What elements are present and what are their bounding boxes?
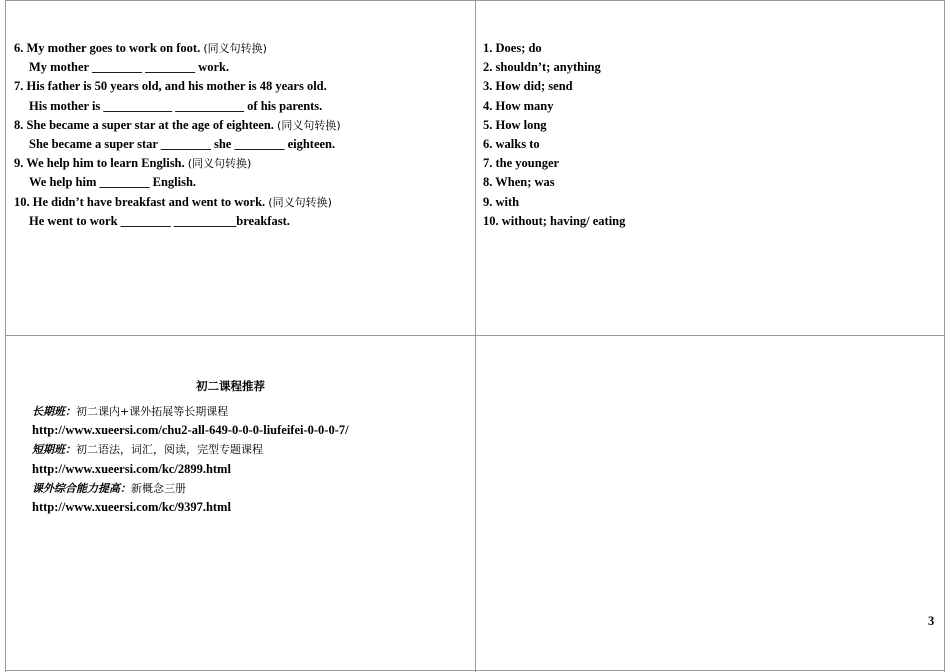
top-border bbox=[5, 0, 945, 1]
center-divider bbox=[475, 0, 476, 672]
exercise-10-answer-line: He went to work ________ __________breakfast. bbox=[29, 213, 290, 228]
item-description: 初二课内+课外拓展等长期课程 bbox=[76, 405, 229, 418]
item-description: 新概念三册 bbox=[131, 481, 186, 495]
exercise-7-question bbox=[14, 77, 341, 96]
right-border bbox=[944, 0, 945, 672]
exercise-9-question bbox=[14, 154, 341, 173]
page-number: 3 bbox=[928, 614, 935, 628]
exercise-7-answer-line: His mother is ___________ ___________ of his parents. bbox=[29, 98, 323, 113]
answer-item: 5. How long bbox=[483, 117, 547, 132]
question-text: 6. My mother goes to work on foot. bbox=[14, 41, 204, 55]
question-note: (同义句转换) bbox=[268, 195, 332, 209]
recommendation-link[interactable]: http://www.xueersi.com/kc/9397.html bbox=[32, 499, 231, 514]
answer-key bbox=[483, 39, 625, 231]
answer-item: 10. without; having/ eating bbox=[483, 213, 626, 228]
question-note: (同义句转换) bbox=[187, 157, 252, 171]
question-text: 7. His father is 50 years old, and his mother is 48 years old. bbox=[14, 79, 327, 94]
recommendation-title: 初二课程推荐 bbox=[196, 379, 265, 393]
answer-item: 6. walks to bbox=[483, 136, 540, 151]
exercise-6-answer-line: My mother ________ ________ work. bbox=[29, 60, 230, 75]
answer-item: 8. When; was bbox=[483, 175, 555, 190]
exercise-section bbox=[14, 39, 341, 231]
item-description: 初二语法，词汇，阅读，完型专题课程 bbox=[76, 443, 263, 457]
middle-divider bbox=[5, 335, 945, 336]
left-border bbox=[5, 0, 6, 672]
exercise-8-question bbox=[14, 116, 341, 135]
question-text: 10. He didn’t have breakfast and went to work. bbox=[14, 194, 269, 209]
answer-item: 1. Does; do bbox=[483, 41, 542, 55]
answer-item: 3. How did; send bbox=[483, 79, 573, 94]
question-note: (同义句转换) bbox=[277, 118, 341, 132]
answer-item: 4. How many bbox=[483, 98, 554, 113]
item-label: 短期班： bbox=[32, 443, 76, 457]
exercise-8-answer-line: She became a super star ________ she ________ eighteen. bbox=[29, 136, 336, 151]
exercise-6-question bbox=[14, 39, 341, 58]
recommendation-list bbox=[32, 402, 349, 517]
question-text: 9. We help him to learn English. bbox=[14, 156, 188, 171]
recommendation-link[interactable]: http://www.xueersi.com/kc/2899.html bbox=[32, 461, 231, 476]
answer-item: 9. with bbox=[483, 194, 520, 209]
exercise-9-answer-line: We help him ________ English. bbox=[29, 175, 197, 190]
recommendation-item-short-term bbox=[32, 440, 349, 459]
answer-item: 7. the younger bbox=[483, 156, 560, 171]
recommendation-item-extracurricular bbox=[32, 479, 349, 498]
question-note: (同义句转换) bbox=[203, 42, 267, 55]
item-label: 课外综合能力提高： bbox=[32, 481, 131, 495]
recommendation-link[interactable]: http://www.xueersi.com/chu2-all-649-0-0-0-liufeifei-0-0-0-7/ bbox=[32, 423, 349, 438]
recommendation-item-long-term bbox=[32, 402, 349, 421]
exercise-10-question bbox=[14, 193, 341, 212]
bottom-border bbox=[5, 670, 945, 671]
question-text: 8. She became a super star at the age of eighteen. bbox=[14, 117, 278, 132]
item-label: 长期班： bbox=[32, 405, 76, 418]
answer-item: 2. shouldn’t; anything bbox=[483, 60, 601, 75]
